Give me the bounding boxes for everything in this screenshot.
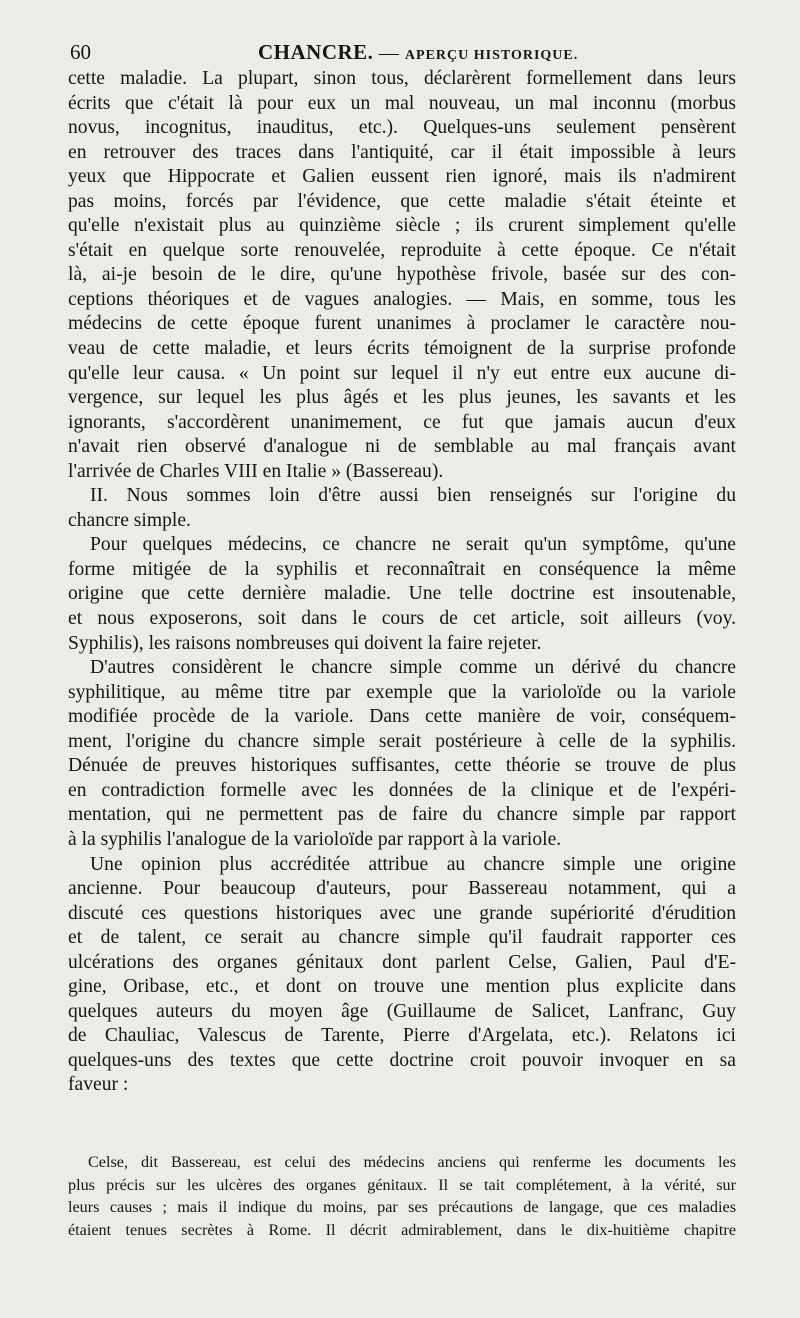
body-line: ancienne. Pour beaucoup d'auteurs, pour Bassereau notamment, qui a bbox=[68, 878, 736, 900]
body-line: ment, l'origine du chancre simple serait postérieure à celle de la syphilis. bbox=[68, 730, 736, 752]
block-quote bbox=[68, 1151, 736, 1242]
body-line: modifiée procède de la variole. Dans cette manière de voir, conséquem- bbox=[68, 706, 736, 728]
body-line: D'autres considèrent le chancre simple comme un dérivé du chancre bbox=[90, 657, 736, 679]
quote-line: plus précis sur les ulcères des organes génitaux. Il se tait complétement, à la vérité, sur bbox=[68, 1175, 736, 1194]
running-head-main: CHANCRE. bbox=[258, 40, 374, 64]
body-line: syphilitique, au même titre par exemple que la varioloïde ou la variole bbox=[68, 681, 736, 703]
body-line: veau de cette maladie, et leurs écrits témoignent de la surprise profonde bbox=[68, 338, 736, 360]
body-line: s'était en quelque sorte renouvelée, reproduite à cette époque. Ce n'était bbox=[68, 239, 736, 261]
body-line: ignorants, s'accordèrent unanimement, ce fut que jamais aucun d'eux bbox=[68, 411, 736, 433]
body-line: ceptions théoriques et de vagues analogies. — Mais, en somme, tous les bbox=[68, 288, 736, 310]
body-line: cette maladie. La plupart, sinon tous, déclarèrent formellement dans leurs bbox=[68, 68, 736, 89]
body-line: gine, Oribase, etc., et dont on trouve une mention plus explicite dans bbox=[68, 976, 736, 998]
body-line: chancre simple. bbox=[68, 509, 191, 531]
body-line: et de talent, ce serait au chancre simple qu'il faudrait rapporter ces bbox=[68, 927, 736, 949]
body-line: ulcérations des organes génitaux dont parlent Celse, Galien, Paul d'E- bbox=[68, 951, 736, 973]
body-line: Syphilis), les raisons nombreuses qui doivent la faire rejeter. bbox=[68, 632, 542, 654]
quote-line: Celse, dit Bassereau, est celui des médecins anciens qui renferme les documents les bbox=[88, 1153, 736, 1171]
body-line: médecins de cette époque furent unanimes à proclamer le caractère nou- bbox=[68, 313, 736, 335]
body-line: qu'elle leur causa. « Un point sur lequel il n'y eut entre eux aucune di- bbox=[68, 362, 736, 384]
body-line: pas moins, forcés par l'évidence, que cette maladie s'était éteinte et bbox=[68, 190, 736, 212]
running-head bbox=[258, 40, 578, 65]
body-line: yeux que Hippocrate et Galien eussent rien ignoré, mais ils n'admirent bbox=[68, 166, 736, 188]
quote-line: étaient tenues secrètes à Rome. Il décrit admirablement, dans le dix-huitième chapitre bbox=[68, 1221, 736, 1240]
body-line: discuté ces questions historiques avec une grande supériorité d'érudition bbox=[68, 902, 736, 924]
page-number: 60 bbox=[70, 40, 91, 64]
body-line: Une opinion plus accréditée attribue au chancre simple une origine bbox=[90, 853, 736, 875]
body-line: à la syphilis l'analogue de la varioloïde par rapport à la variole. bbox=[68, 828, 562, 850]
body-line: n'avait rien observé d'analogue ni de semblable au mal français avant bbox=[68, 436, 736, 458]
page-header bbox=[68, 36, 736, 66]
body-line: et nous exposerons, soit dans le cours de cet article, soit ailleurs (voy. bbox=[68, 608, 736, 630]
body-line: quelques-uns des textes que cette doctrine croit pouvoir invoquer en sa bbox=[68, 1049, 736, 1071]
body-line: origine que cette dernière maladie. Une telle doctrine est insoutenable, bbox=[68, 583, 736, 605]
body-line: forme mitigée de la syphilis et reconnaîtrait en conséquence la même bbox=[68, 558, 736, 580]
body-line: écrits que c'était là pour eux un mal nouveau, un mal inconnu (morbus bbox=[68, 92, 736, 114]
body-line: mentation, qui ne permettent pas de faire du chancre simple par rapport bbox=[68, 804, 736, 826]
body-line: Dénuée de preuves historiques suffisantes, cette théorie se trouve de plus bbox=[68, 755, 736, 777]
body-text bbox=[68, 67, 736, 1098]
body-line: vergence, sur lequel les plus âgés et les plus jeunes, les savants et les bbox=[68, 387, 736, 409]
quote-line: leurs causes ; mais il indique du moins, par ses précautions de langage, que ces maladies bbox=[68, 1198, 736, 1217]
body-line: novus, incognitus, inauditus, etc.). Quelques-uns seulement pensèrent bbox=[68, 117, 736, 139]
body-line: II. Nous sommes loin d'être aussi bien renseignés sur l'origine du bbox=[90, 485, 736, 507]
body-line: en contradiction formelle avec les données de la clinique et de l'expéri- bbox=[68, 779, 736, 801]
body-line: l'arrivée de Charles VIII en Italie » (Bassereau). bbox=[68, 460, 444, 482]
body-line: en retrouver des traces dans l'antiquité, car il était impossible à leurs bbox=[68, 141, 736, 163]
body-line: là, ai-je besoin de le dire, qu'une hypothèse frivole, basée sur des con- bbox=[68, 264, 736, 286]
running-head-separator: — bbox=[373, 42, 405, 64]
running-head-sub: APERÇU HISTORIQUE. bbox=[404, 48, 579, 63]
body-line: faveur : bbox=[68, 1074, 129, 1096]
body-line: Pour quelques médecins, ce chancre ne serait qu'un symptôme, qu'une bbox=[90, 534, 736, 556]
body-line: de Chauliac, Valescus de Tarente, Pierre d'Argelata, etc.). Relatons ici bbox=[68, 1025, 736, 1047]
body-line: qu'elle n'existait plus au quinzième siècle ; ils crurent simplement qu'elle bbox=[68, 215, 736, 237]
body-line: quelques auteurs du moyen âge (Guillaume de Salicet, Lanfranc, Guy bbox=[68, 1000, 736, 1022]
